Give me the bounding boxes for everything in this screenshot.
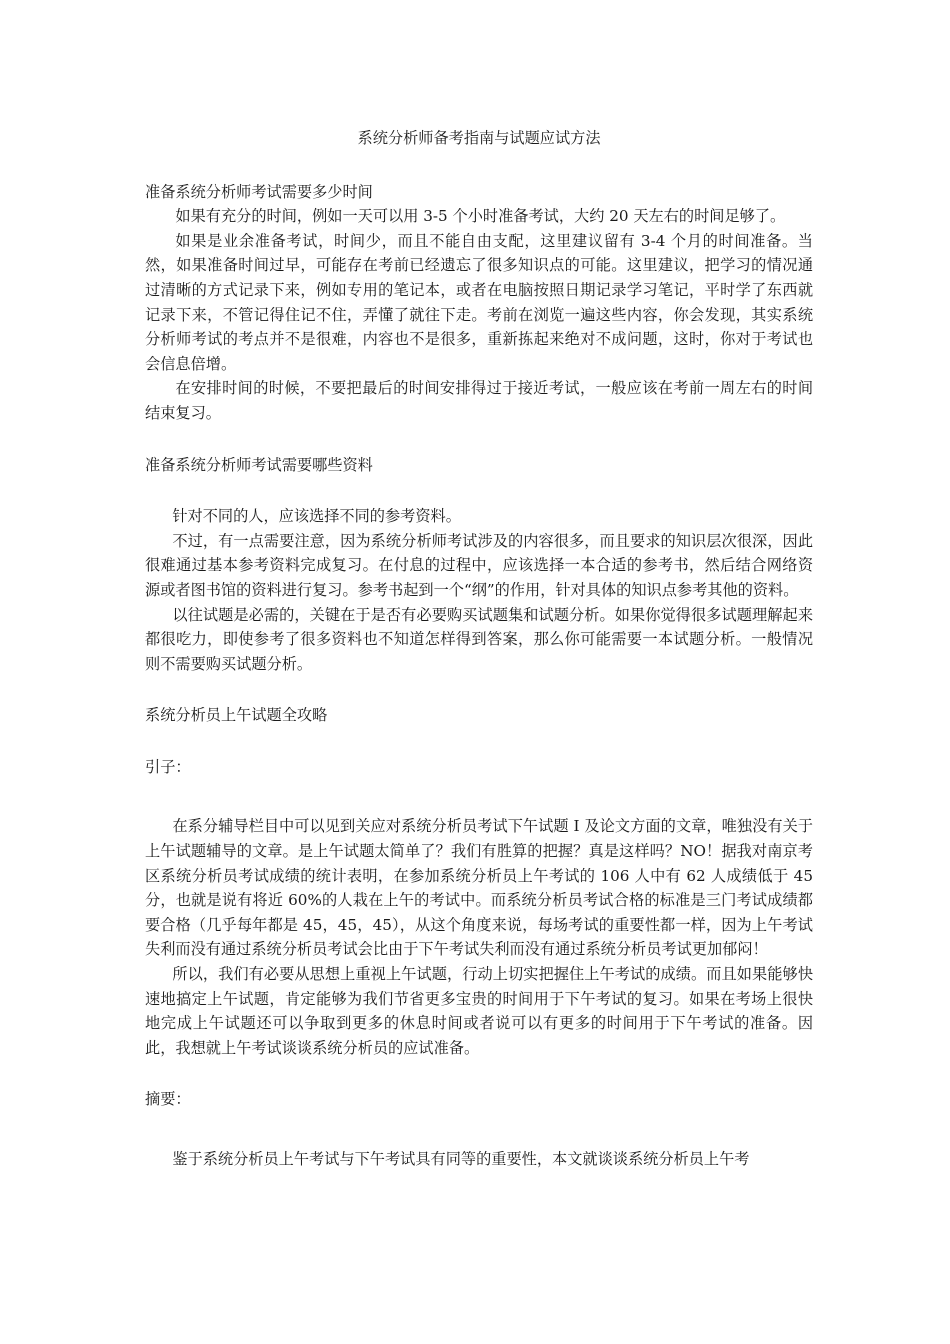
spacer xyxy=(145,728,813,755)
section-heading-morning-exam-strategy: 系统分析员上午试题全攻略 xyxy=(145,706,328,725)
spacer xyxy=(145,779,813,814)
spacer xyxy=(145,1060,813,1087)
paragraph: 以往试题是必需的，关键在于是否有必要购买试题集和试题分析。如果你觉得很多试题理解起来都很吃力，即使参考了很多资料也不知道怎样得到答案，那么你可能需要一本试题分析。一般情况则不需要购买试题分析。 xyxy=(145,605,813,673)
section-heading-introduction: 引子： xyxy=(145,757,191,776)
spacer xyxy=(145,1112,813,1147)
paragraph: 针对不同的人，应该选择不同的参考资料。 xyxy=(172,507,461,526)
section-heading-study-time: 准备系统分析师考试需要多少时间 xyxy=(145,182,373,201)
section-heading-abstract: 摘要： xyxy=(145,1090,191,1109)
document-body xyxy=(145,126,813,1172)
spacer xyxy=(145,426,813,453)
spacer xyxy=(145,676,813,703)
paragraph: 在安排时间的时候，不要把最后的时间安排得过于接近考试，一般应该在考前一周左右的时间结束复习。 xyxy=(145,379,813,422)
paragraph: 在系分辅导栏目中可以见到关应对系统分析员考试下午试题 I 及论文方面的文章，唯独没有关于上午试题辅导的文章。是上午试题太简单了？我们有胜算的把握？真是这样吗？NO！据我对南京考区系统分析员考试成绩的统计表明，在参加系统分析员上午考试的 106 人中有 62 人成绩低于 45 分，也就是说有将近 60%的人栽在上午的考试中。而系统分析员考试合格的标准是三门考试成绩都要合格（几乎每年都是 45，45，45），从这个角度来说，每场考试的重要性都一样，因为上午考试失利而没有通过系统分析员考试会比由于下午考试失利而没有通过系统分析员考试更加郁闷！ xyxy=(145,817,813,959)
spacer xyxy=(145,477,813,504)
paragraph: 如果有充分的时间，例如一天可以用 3-5 个小时准备考试，大约 20 天左右的时间足够了。 xyxy=(175,207,786,226)
document-title: 系统分析师备考指南与试题应试方法 xyxy=(357,129,601,147)
paragraph: 鉴于系统分析员上午考试与下午考试具有同等的重要性，本文就谈谈系统分析员上午考 xyxy=(172,1150,750,1168)
paragraph: 如果是业余准备考试，时间少，而且不能自由支配，这里建议留有 3-4 个月的时间准备。当然，如果准备时间过早，可能存在考前已经遗忘了很多知识点的可能。这里建议，把学习的情况通过清晰的方式记录下来，例如专用的笔记本，或者在电脑按照日期记录学习笔记，平时学了东西就记录下来，不管记得住记不住，弄懂了就往下走。考前在浏览一遍这些内容，你会发现，其实系统分析师考试的考点并不是很难，内容也不是很多，重新拣起来绝对不成问题，这时，你对于考试也会信息倍增。 xyxy=(145,231,813,373)
paragraph: 不过，有一点需要注意，因为系统分析师考试涉及的内容很多，而且要求的知识层次很深，因此很难通过基本参考资料完成复习。在付息的过程中，应该选择一本合适的参考书，然后结合网络资源或者图书馆的资料进行复习。参考书起到一个“纲”的作用，针对具体的知识点参考其他的资料。 xyxy=(145,531,813,599)
section-heading-materials: 准备系统分析师考试需要哪些资料 xyxy=(145,455,373,474)
paragraph: 所以，我们有必要从思想上重视上午试题，行动上切实把握住上午考试的成绩。而且如果能够快速地搞定上午试题，肯定能够为我们节省更多宝贵的时间用于下午考试的复习。如果在考场上很快地完成上午试题还可以争取到更多的休息时间或者说可以有更多的时间用于下午考试的准备。因此，我想就上午考试谈谈系统分析员的应试准备。 xyxy=(145,965,813,1057)
